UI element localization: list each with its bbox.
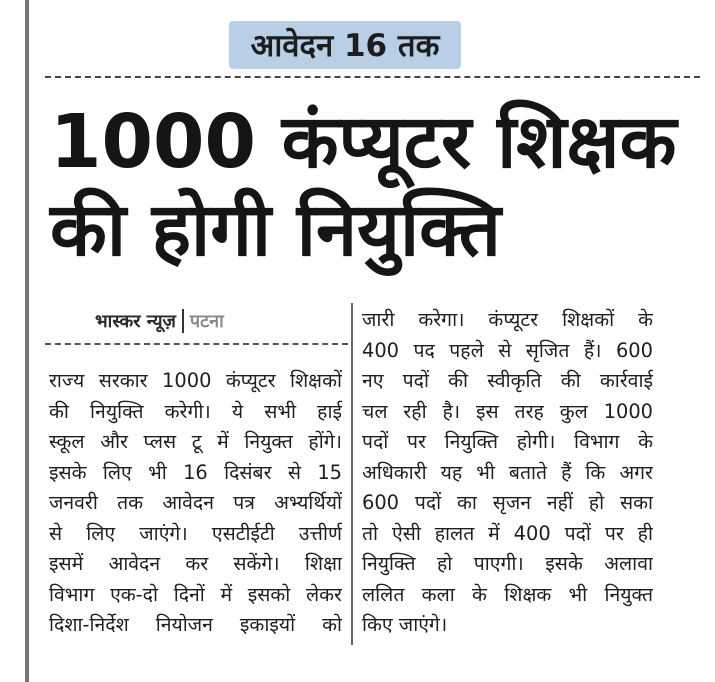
byline bbox=[95, 306, 224, 336]
deadline-tag: आवेदन 16 तक bbox=[229, 21, 461, 69]
text-line: अधिकारी यह भी बताते हैं कि अगर bbox=[362, 460, 653, 484]
text-line: विभाग एक-दो दिनों में इसको लेकर bbox=[49, 582, 342, 606]
headline bbox=[50, 98, 700, 274]
right-column bbox=[362, 305, 653, 641]
text-line: 400 पद पहले से सृजित हैं। 600 bbox=[362, 338, 653, 362]
text-line: तो ऐसी हालत में 400 पदों पर ही bbox=[362, 521, 653, 545]
left-column bbox=[49, 366, 342, 641]
text-line: दिशा-निर्देश नियोजन इकाइयों को bbox=[49, 613, 342, 636]
byline-source: भास्कर न्यूज़ bbox=[95, 311, 176, 332]
text-line: ललित कला के शिक्षक भी नियुक्त bbox=[362, 582, 653, 606]
text-line: जारी करेगा। कंप्यूटर शिक्षकों के bbox=[362, 308, 653, 331]
text-line: पदों पर नियुक्ति होगी। विभाग के bbox=[362, 430, 653, 453]
text-line: जनवरी तक आवेदन पत्र अभ्यर्थियों bbox=[49, 491, 342, 514]
text-line: चल रही है। इस तरह कुल 1000 bbox=[362, 399, 653, 423]
text-line: नए पदों की स्वीकृति की कार्रवाई bbox=[362, 369, 653, 392]
text-line: की नियुक्ति करेगी। ये सभी हाई bbox=[49, 399, 342, 423]
text-line: स्कूल और प्लस टू में नियुक्त होंगे। bbox=[49, 430, 342, 453]
header-divider bbox=[45, 76, 700, 78]
headline-line-1: 1000 कंप्यूटर शिक्षक bbox=[50, 99, 677, 185]
byline-separator bbox=[182, 309, 184, 333]
byline-place: पटना bbox=[189, 311, 224, 332]
text-line: किए जाएंगे। bbox=[362, 613, 448, 636]
text-line: 600 पदों का सृजन नहीं हो सका bbox=[362, 491, 653, 514]
column-divider bbox=[351, 303, 353, 645]
column-divider-dashed bbox=[45, 343, 348, 345]
text-line: इसके लिए भी 16 दिसंबर से 15 bbox=[49, 460, 342, 484]
page-edge-rule bbox=[25, 0, 29, 682]
text-line: नियुक्ति हो पाएगी। इसके अलावा bbox=[362, 552, 653, 575]
text-line: से लिए जाएंगे। एसटीईटी उत्तीर्ण bbox=[49, 521, 342, 545]
text-line: राज्य सरकार 1000 कंप्यूटर शिक्षकों bbox=[49, 369, 342, 392]
text-line: इसमें आवेदन कर सकेंगे। शिक्षा bbox=[49, 552, 342, 575]
headline-line-2: की होगी नियुक्ति bbox=[50, 187, 501, 273]
